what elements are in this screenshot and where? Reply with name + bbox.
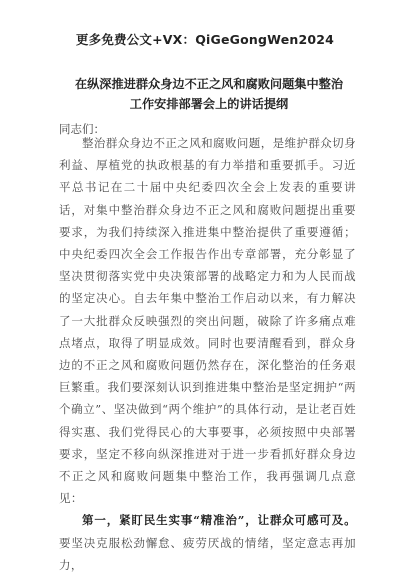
paragraph-2 bbox=[59, 509, 356, 576]
document-body bbox=[59, 132, 356, 576]
paragraph-1: 整治群众身边不正之风和腐败问题，是维护群众切身利益、厚植党的执政根基的有力举措和重要抓手。习近平总书记在二十届中央纪委四次全会上发表的重要讲话，对集中整治群众身边不正之风和腐败问题提出重要要求，为我们持续深入推进集中整治提供了重要遵循；中央纪委四次全会工作报告作出专章部署，充分彰显了坚决贯彻落实党中央决策部署的战略定力和为人民而战的坚定决心。自去年集中整治工作启动以来，有力解决了一大批群众反映强烈的突出问题，破除了许多痛点难点堵点，取得了明显成效。同时也要清醒看到，群众身边的不正之风和腐败问题仍然存在，深化整治的任务艰巨繁重。我们要深刻认识到推进集中整治是坚定拥护“两个确立”、坚决做到“两个维护”的具体行动，是让老百姓得实惠、我们党得民心的大事要事，必须按照中央部署要求，坚定不移向纵深推进对于进一步看抓好群众身边不正之风和腐败问题集中整治工作，我再强调几点意见： bbox=[59, 136, 356, 506]
document-title: 在纵深推进群众身边不正之风和腐败问题集中整治工作安排部署会上的讲话提纲 bbox=[74, 77, 344, 111]
paragraph-2-text: 要坚决克服松劲懈怠、疲劳厌战的情绪，坚定意志再加力， bbox=[59, 535, 356, 572]
paragraph-2-lead: 第一，紧盯民生实事“精准治”，让群众可感可及。 bbox=[82, 513, 356, 528]
salutation: 同志们： bbox=[59, 122, 105, 136]
promo-banner: 更多免费公文+VX：QiGeGongWen2024 bbox=[75, 32, 335, 47]
